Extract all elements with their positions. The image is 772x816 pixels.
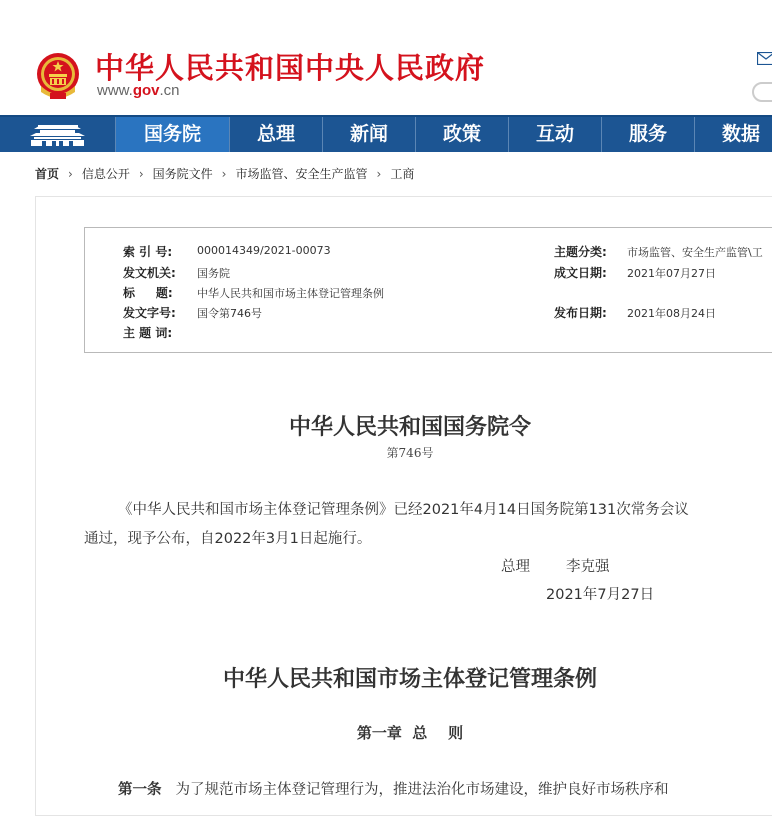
category-value[interactable]: 市场监管、安全生产监管\工 bbox=[627, 244, 763, 260]
nav-item-interaction[interactable]: 互动 bbox=[508, 117, 601, 152]
article-label: 第一条 bbox=[118, 782, 162, 798]
nav-item-data[interactable]: 数据 bbox=[694, 117, 772, 152]
url-gov: gov bbox=[133, 82, 160, 99]
announcement-line-2: 通过，现予公布，自2022年3月1日起施行。 bbox=[84, 527, 371, 548]
publish-date-value: 2021年08月24日 bbox=[627, 305, 716, 321]
index-number-label: 索 引 号: bbox=[123, 243, 172, 260]
article-text: 为了规范市场主体登记管理行为，推进法治化市场建设，维护良好市场秩序和 bbox=[176, 782, 669, 798]
category-label: 主题分类: bbox=[554, 243, 607, 260]
tiananmen-home-icon[interactable] bbox=[0, 117, 115, 152]
nav-item-news[interactable]: 新闻 bbox=[322, 117, 415, 152]
written-date-value: 2021年07月27日 bbox=[627, 265, 716, 281]
index-number-value: 000014349/2021-00073 bbox=[197, 244, 331, 257]
order-title: 中华人民共和国国务院令 bbox=[0, 410, 772, 441]
regulation-title: 中华人民共和国市场主体登记管理条例 bbox=[0, 662, 772, 693]
search-input[interactable] bbox=[752, 82, 772, 102]
nav-item-premier[interactable]: 总理 bbox=[229, 117, 322, 152]
nav-item-policy[interactable]: 政策 bbox=[415, 117, 508, 152]
url-suffix: .cn bbox=[160, 82, 180, 99]
document-info-table bbox=[84, 227, 772, 353]
signature-date: 2021年7月27日 bbox=[546, 583, 654, 604]
mail-icon[interactable] bbox=[757, 52, 772, 65]
chevron-right-icon: › bbox=[68, 167, 73, 181]
announcement-line-1: 《中华人民共和国市场主体登记管理条例》已经2021年4月14日国务院第131次常务会议 bbox=[118, 498, 689, 519]
breadcrumb-market-regulation[interactable]: 市场监管、安全生产监管 bbox=[235, 165, 367, 182]
nav-item-state-council[interactable]: 国务院 bbox=[115, 117, 229, 152]
site-header bbox=[0, 0, 772, 115]
publish-date-label: 发布日期: bbox=[554, 304, 607, 321]
main-nav bbox=[0, 115, 772, 152]
title-label: 标 题: bbox=[123, 284, 173, 301]
chevron-right-icon: › bbox=[222, 167, 227, 181]
title-value: 中华人民共和国市场主体登记管理条例 bbox=[197, 285, 384, 301]
site-url[interactable] bbox=[97, 82, 180, 99]
document-number-label: 发文字号: bbox=[123, 304, 176, 321]
article-one bbox=[118, 778, 669, 799]
order-number: 第746号 bbox=[0, 444, 772, 461]
national-emblem-icon[interactable] bbox=[35, 52, 81, 100]
signature-name: 李克强 bbox=[566, 555, 610, 576]
chevron-right-icon: › bbox=[139, 167, 144, 181]
nav-item-service[interactable]: 服务 bbox=[601, 117, 694, 152]
written-date-label: 成文日期: bbox=[554, 264, 607, 281]
breadcrumb-home[interactable]: 首页 bbox=[35, 165, 59, 182]
breadcrumb-info-public[interactable]: 信息公开 bbox=[82, 165, 130, 182]
breadcrumb bbox=[35, 165, 414, 185]
document-number-value: 国令第746号 bbox=[197, 305, 262, 321]
url-prefix: www. bbox=[97, 82, 133, 99]
issuing-authority-value: 国务院 bbox=[197, 265, 230, 281]
issuing-authority-label: 发文机关: bbox=[123, 264, 176, 281]
site-title[interactable]: 中华人民共和国中央人民政府 bbox=[95, 46, 485, 87]
breadcrumb-business[interactable]: 工商 bbox=[390, 165, 414, 182]
chevron-right-icon: › bbox=[377, 167, 382, 181]
signature-title: 总理 bbox=[501, 555, 530, 576]
keywords-label: 主 题 词: bbox=[123, 324, 172, 341]
chapter-heading: 第一章 总 则 bbox=[0, 722, 772, 743]
breadcrumb-state-council-docs[interactable]: 国务院文件 bbox=[153, 165, 213, 182]
